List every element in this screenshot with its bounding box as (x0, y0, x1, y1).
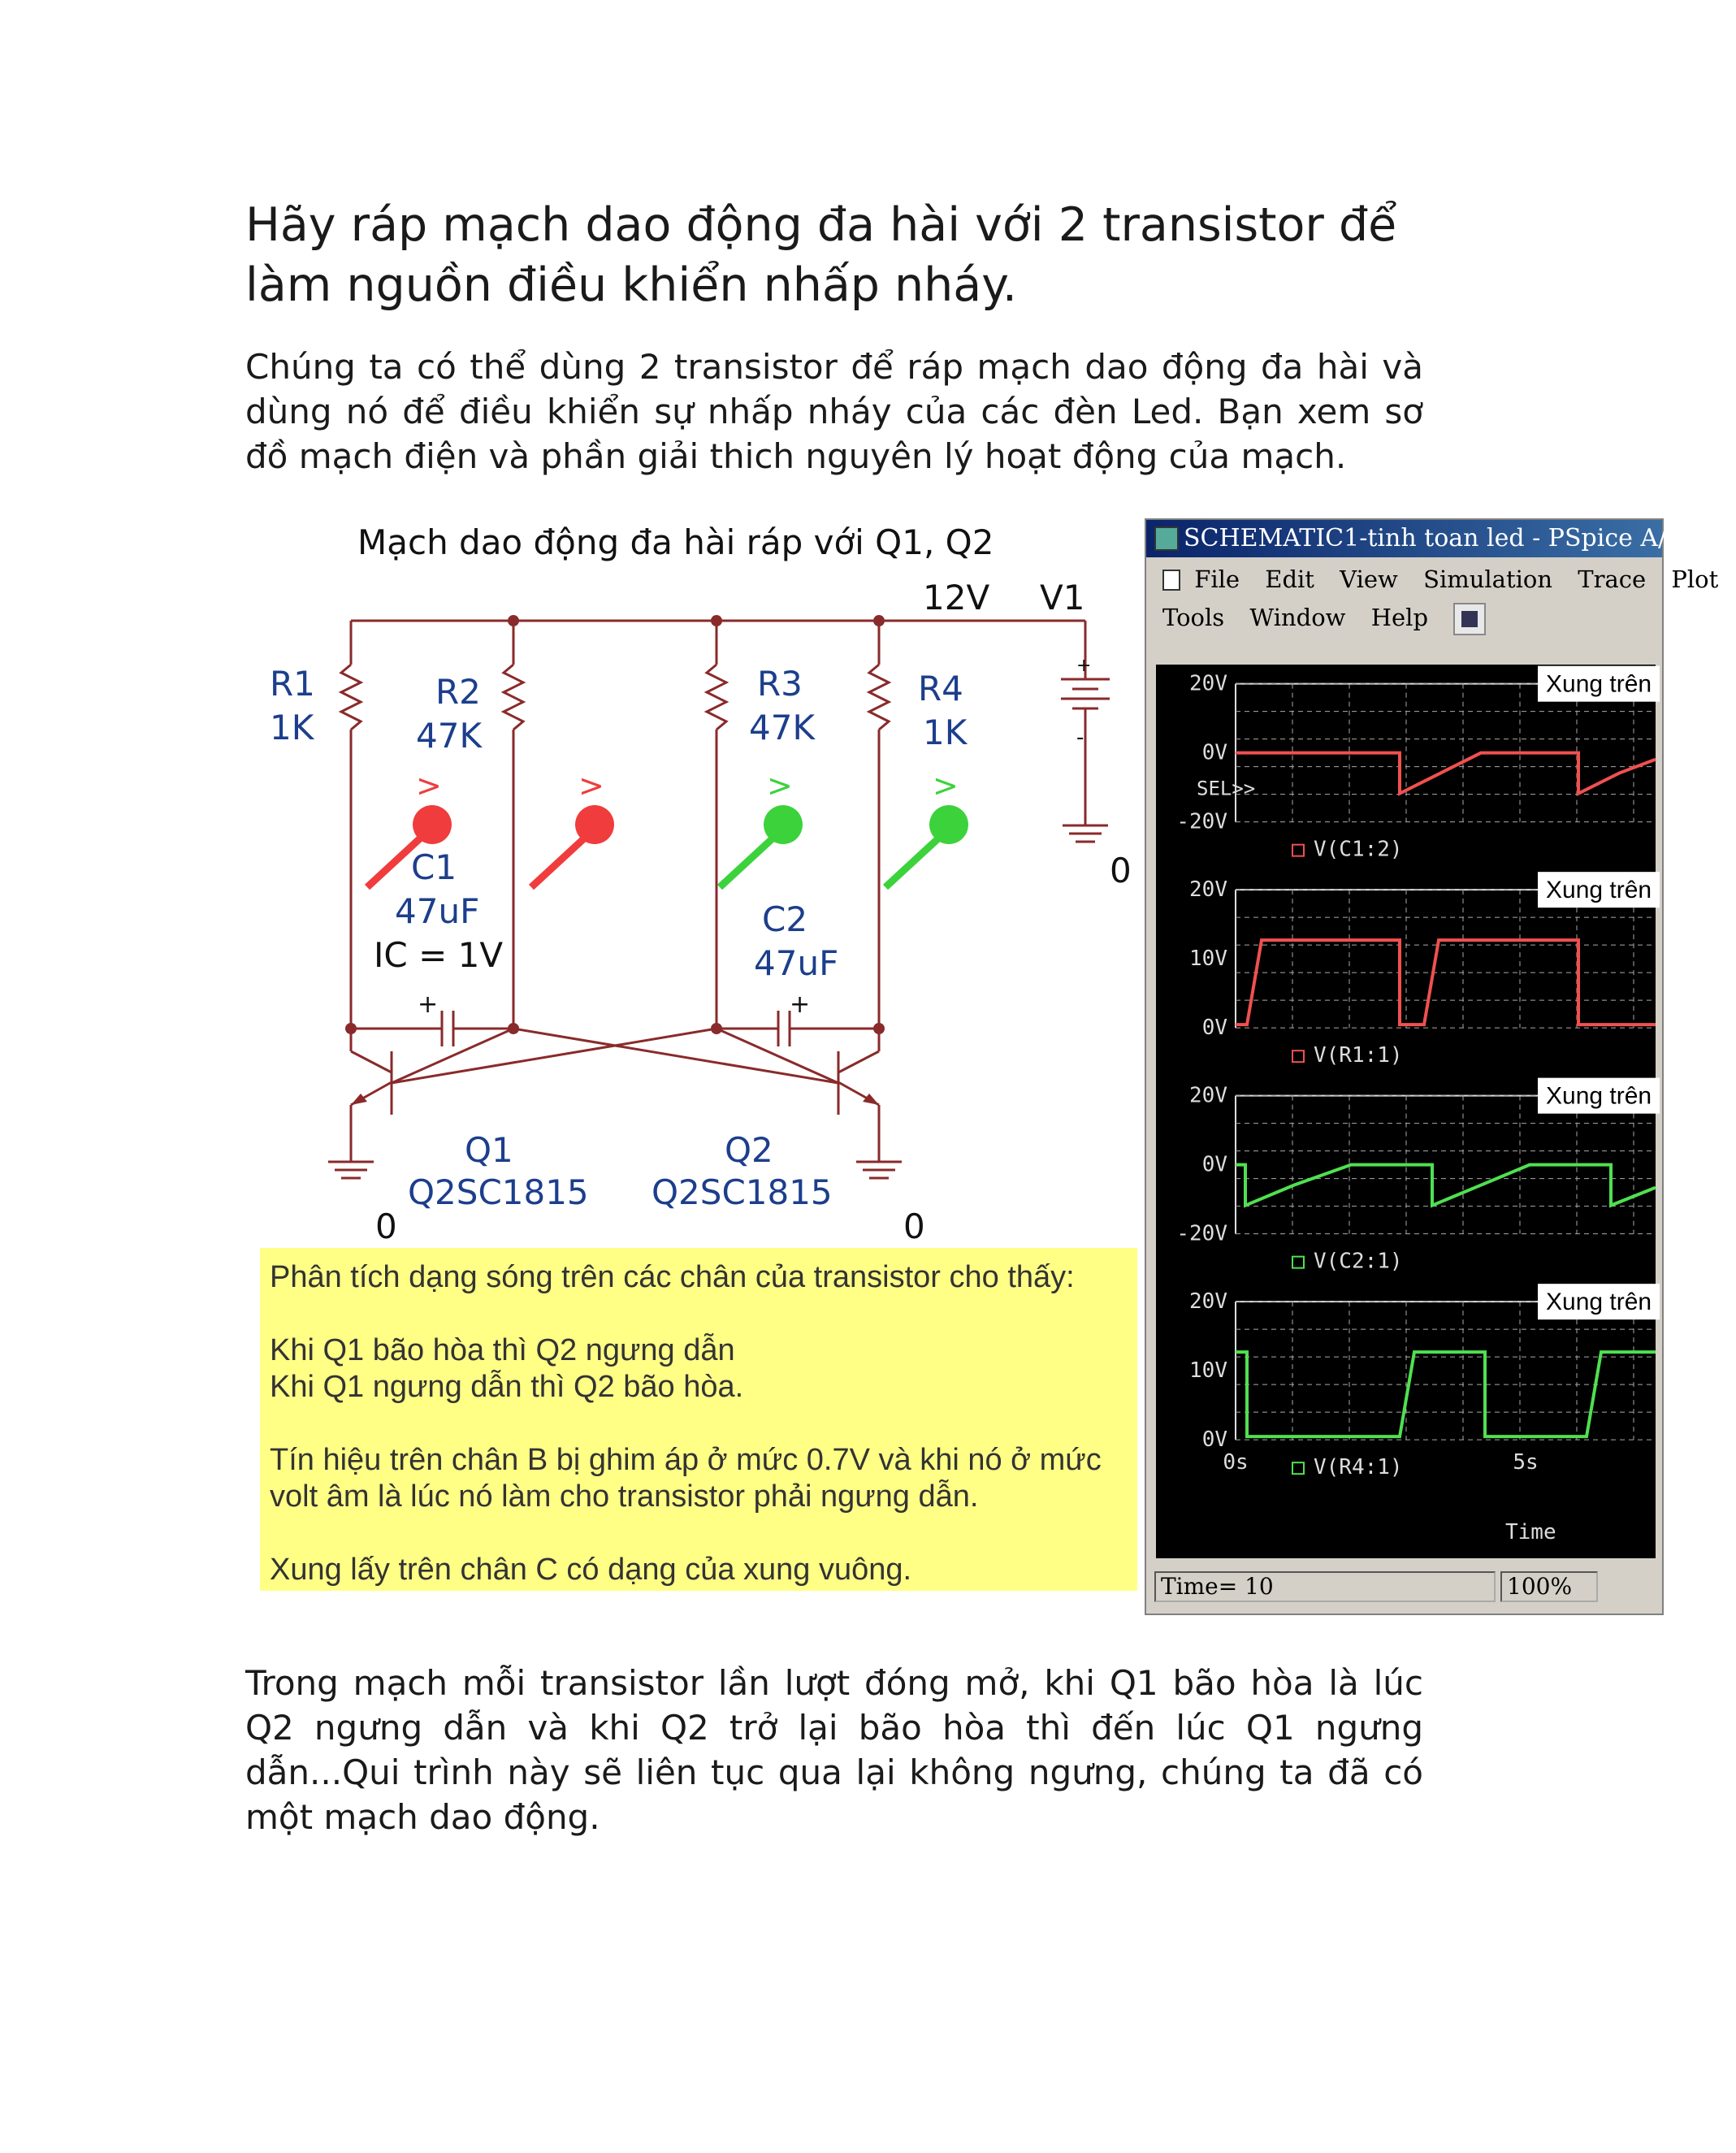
y-tick-4-1: 20V (1189, 1289, 1227, 1315)
annotation-text-1: Xung trên (1546, 670, 1652, 698)
legend-label-4: V(R4:1) (1314, 1455, 1403, 1480)
ground-label-q1: 0 (375, 1206, 397, 1246)
legend-marker-3 (1292, 1257, 1304, 1268)
probe-green-1-marker: > (767, 768, 793, 804)
toolbar-grid-icon[interactable] (1453, 603, 1486, 635)
y-tick-2-3: 0V (1201, 1016, 1227, 1041)
legend-marker-1 (1292, 845, 1304, 856)
x-axis-label: Time (1505, 1520, 1556, 1545)
supply-plus-sign: + (1076, 656, 1092, 676)
c1-initial-condition: IC = 1V (374, 935, 504, 975)
r3-value: 47K (749, 708, 815, 747)
r1-name: R1 (270, 664, 315, 704)
y-tick-4-3: 0V (1201, 1427, 1227, 1453)
pspice-app-icon (1154, 526, 1179, 551)
y-tick-1-3: -20V (1176, 809, 1227, 834)
supply-voltage-label: 12V (923, 578, 990, 617)
legend-marker-2 (1292, 1051, 1304, 1062)
file-doc-icon (1162, 570, 1180, 591)
probe-green-2-marker: > (933, 768, 959, 804)
waveform-3 (1236, 1165, 1656, 1206)
sel-marker: SEL>> (1197, 777, 1256, 800)
q2-part: Q2SC1815 (652, 1172, 833, 1212)
y-tick-1-1: 20V (1189, 671, 1227, 696)
pspice-status-bar (1154, 1568, 1658, 1605)
r3-name: R3 (757, 664, 803, 704)
status-time: Time= 10 (1154, 1571, 1496, 1602)
r1-value: 1K (270, 708, 314, 747)
waveform-4 (1236, 1352, 1656, 1436)
x-tick-2: 5s (1513, 1450, 1539, 1475)
note-line-3: Khi Q1 ngưng dẫn thì Q2 bão hòa. (270, 1370, 744, 1404)
intro-paragraph: Chúng ta có thể dùng 2 transistor để ráp mạch dao động đa hài và dùng nó để điều khiển sự nhấp nháy của các đèn Led. Bạn xem sơ đồ mạch điện và phần giải thich nguyên lý hoạt động của mạch. (245, 347, 1423, 476)
annotation-text-4: Xung trên (1546, 1289, 1652, 1316)
c2-plus-sign: + (790, 990, 811, 1019)
note-line-1: Phân tích dạng sóng trên các chân của transistor cho thấy: (270, 1260, 1075, 1294)
waveform-1 (1236, 753, 1656, 794)
legend-label-1: V(C1:2) (1314, 837, 1403, 862)
closing-paragraph: Trong mạch mỗi transistor lần lượt đóng mở, khi Q1 bão hòa là lúc Q2 ngưng dẫn và khi Q2 trở lại bão hòa thì đến lúc Q1 ngưng dẫn...Qui trình này sẽ liên tục qua lại không ngưng, chúng ta đã có một mạch dao động. (245, 1663, 1423, 1837)
pspice-window (1145, 518, 1719, 1615)
c2-value: 47uF (754, 943, 839, 983)
probe-red-2-marker: > (578, 768, 604, 804)
c2-name: C2 (762, 899, 808, 939)
y-tick-3-2: 0V (1201, 1152, 1227, 1177)
pspice-title-bar[interactable] (1146, 520, 1686, 557)
legend-label-3: V(C2:1) (1314, 1249, 1403, 1274)
probe-red-2 (531, 805, 614, 887)
menu-view[interactable]: View (1340, 565, 1398, 593)
ground-label-q2: 0 (903, 1206, 925, 1246)
menu-edit[interactable]: Edit (1265, 565, 1314, 593)
note-line-4: Tín hiệu trên chân B bị ghim áp ở mức 0.7V và khi nó ở mức volt âm là lúc nó làm cho transistor phải ngưng dẫn. (270, 1443, 1102, 1514)
waveform-plots (1156, 665, 1656, 1558)
pspice-title: SCHEMATIC1-tinh toan led - PSpice A/D (1184, 524, 1686, 552)
r4-value: 1K (923, 713, 968, 752)
menu-file[interactable]: File (1194, 565, 1240, 593)
analysis-note-box (260, 1248, 1137, 1591)
annotation-text-2: Xung trên (1546, 877, 1652, 904)
schematic-diagram (260, 512, 1137, 1246)
supply-minus-sign: - (1076, 726, 1084, 750)
ground-label-v1: 0 (1110, 851, 1132, 890)
waveform-2 (1236, 940, 1656, 1025)
probe-green-1 (720, 805, 803, 887)
menu-simulation[interactable]: Simulation (1423, 565, 1553, 593)
legend-label-2: V(R1:1) (1314, 1043, 1403, 1068)
q2-name: Q2 (725, 1130, 773, 1170)
c1-plus-sign: + (418, 990, 439, 1019)
menu-window[interactable]: Window (1249, 604, 1346, 631)
circuit-figure (260, 512, 1719, 1633)
c1-name: C1 (411, 847, 457, 887)
y-tick-4-2: 10V (1189, 1358, 1227, 1384)
y-tick-2-2: 10V (1189, 947, 1227, 972)
y-tick-2-1: 20V (1189, 877, 1227, 903)
q1-name: Q1 (465, 1130, 513, 1170)
menu-trace[interactable]: Trace (1578, 565, 1647, 593)
supply-name-label: V1 (1040, 578, 1085, 617)
status-zoom: 100% (1500, 1571, 1598, 1602)
probe-red-1-marker: > (416, 768, 442, 804)
note-line-5: Xung lấy trên chân C có dạng của xung vuông. (270, 1553, 912, 1587)
note-line-2: Khi Q1 bão hòa thì Q2 ngưng dẫn (270, 1333, 735, 1367)
q1-part: Q2SC1815 (408, 1172, 589, 1212)
menu-help[interactable]: Help (1370, 604, 1429, 631)
y-tick-1-2: 0V (1201, 740, 1227, 765)
legend-marker-4 (1292, 1462, 1304, 1474)
c1-value: 47uF (395, 891, 480, 931)
menu-tools[interactable]: Tools (1162, 604, 1225, 631)
y-tick-3-1: 20V (1189, 1083, 1227, 1108)
schematic-title: Mạch dao động đa hài ráp với Q1, Q2 (357, 522, 994, 562)
pspice-plot-area (1156, 665, 1656, 1558)
y-tick-3-3: -20V (1176, 1221, 1227, 1246)
probe-green-2 (885, 805, 968, 887)
r4-name: R4 (918, 669, 963, 708)
x-tick-1: 0s (1223, 1450, 1249, 1475)
pspice-menu-bar (1154, 561, 1719, 658)
menu-plot[interactable]: Plot (1671, 565, 1719, 593)
annotation-text-3: Xung trên (1546, 1082, 1652, 1110)
r2-value: 47K (416, 716, 482, 756)
r2-name: R2 (435, 672, 481, 712)
page-heading: Hãy ráp mạch dao động đa hài với 2 transistor để làm nguồn điều khiển nhấp nháy. (245, 198, 1397, 312)
